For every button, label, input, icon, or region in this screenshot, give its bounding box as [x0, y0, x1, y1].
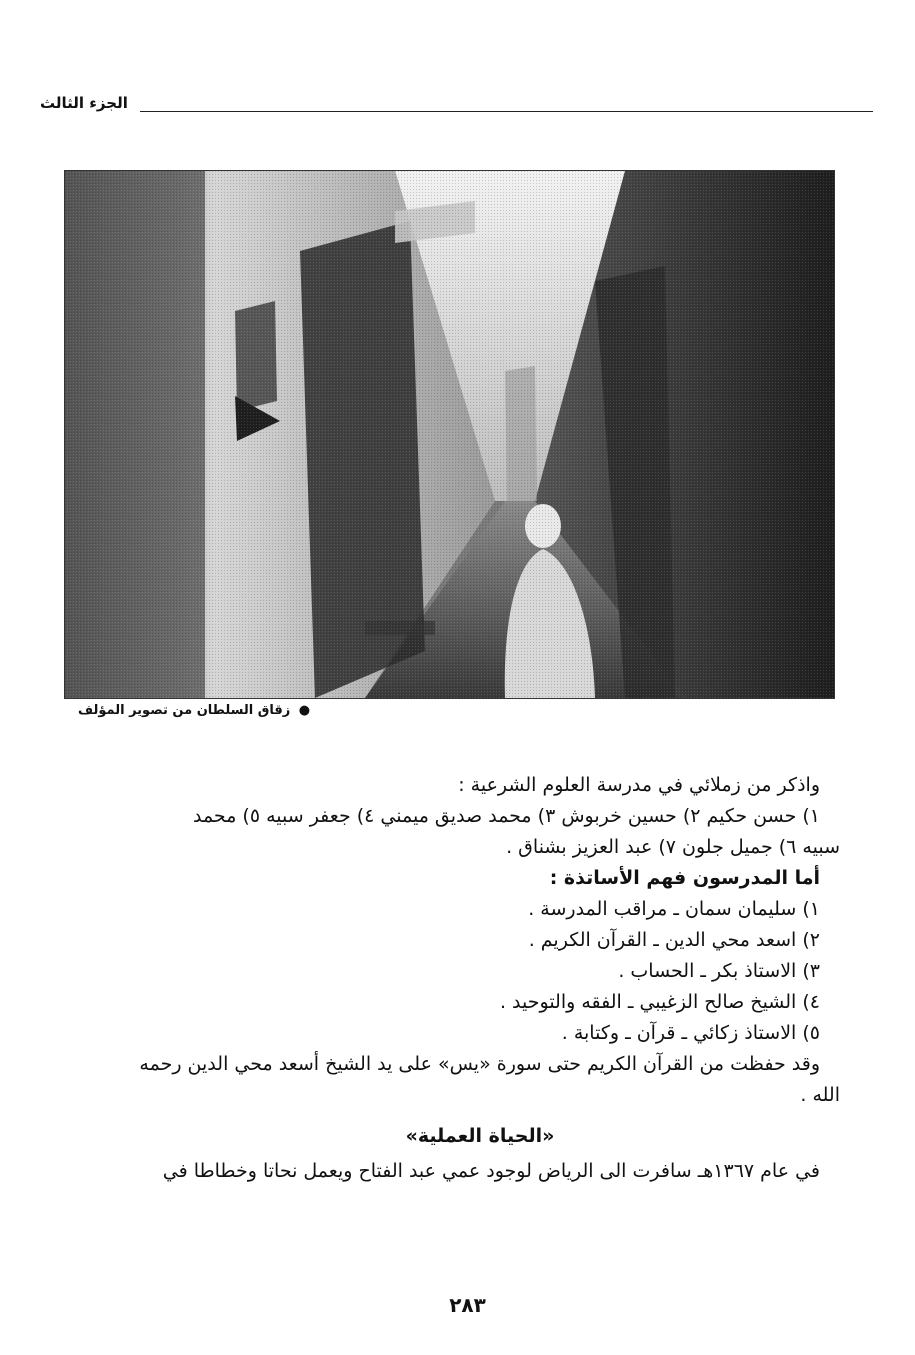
memorization-line-1: وقد حفظت من القرآن الكريم حتى سورة «يس» على يد الشيخ أسعد محي الدين رحمه [139, 1053, 820, 1075]
section-heading: «الحياة العملية» [405, 1125, 555, 1147]
paragraph-intro: واذكر من زملائي في مدرسة العلوم الشرعية : [458, 774, 820, 796]
running-header-title: الجزء الثالث [40, 94, 128, 112]
classmates-line-1: ١) حسن حكيم ٢) حسين خربوش ٣) محمد صديق ميمني ٤) جعفر سبيه ٥) محمد [192, 805, 820, 827]
teacher-item-1: ١) سليمان سمان ـ مراقب المدرسة . [528, 898, 820, 920]
body-text [80, 770, 840, 1187]
caption-bullet: ● [298, 703, 311, 718]
teacher-item-2: ٢) اسعد محي الدين ـ القرآن الكريم . [528, 929, 820, 951]
caption-text: زقاق السلطان من تصوير المؤلف [78, 703, 291, 718]
teachers-intro: أما المدرسون فهم الأساتذة : [549, 867, 820, 889]
work-line-1: في عام ١٣٦٧هـ سافرت الى الرياض لوجود عمي عبد الفتاح ويعمل نحاتا وخطاطا في [162, 1160, 820, 1182]
alley-photo [64, 170, 835, 699]
classmates-line-2: سبيه ٦) جميل جلون ٧) عبد العزيز بشناق . [506, 836, 840, 858]
header-rule [140, 111, 873, 112]
teacher-item-4: ٤) الشيخ صالح الزغيبي ـ الفقه والتوحيد . [499, 991, 820, 1013]
teacher-item-5: ٥) الاستاذ زكائي ـ قرآن ـ وكتابة . [561, 1022, 820, 1044]
memorization-line-2: الله . [800, 1084, 840, 1106]
teacher-item-3: ٣) الاستاذ بكر ـ الحساب . [618, 960, 820, 982]
photo-caption [78, 703, 310, 718]
page-number: ٢٨٣ [449, 1293, 486, 1317]
